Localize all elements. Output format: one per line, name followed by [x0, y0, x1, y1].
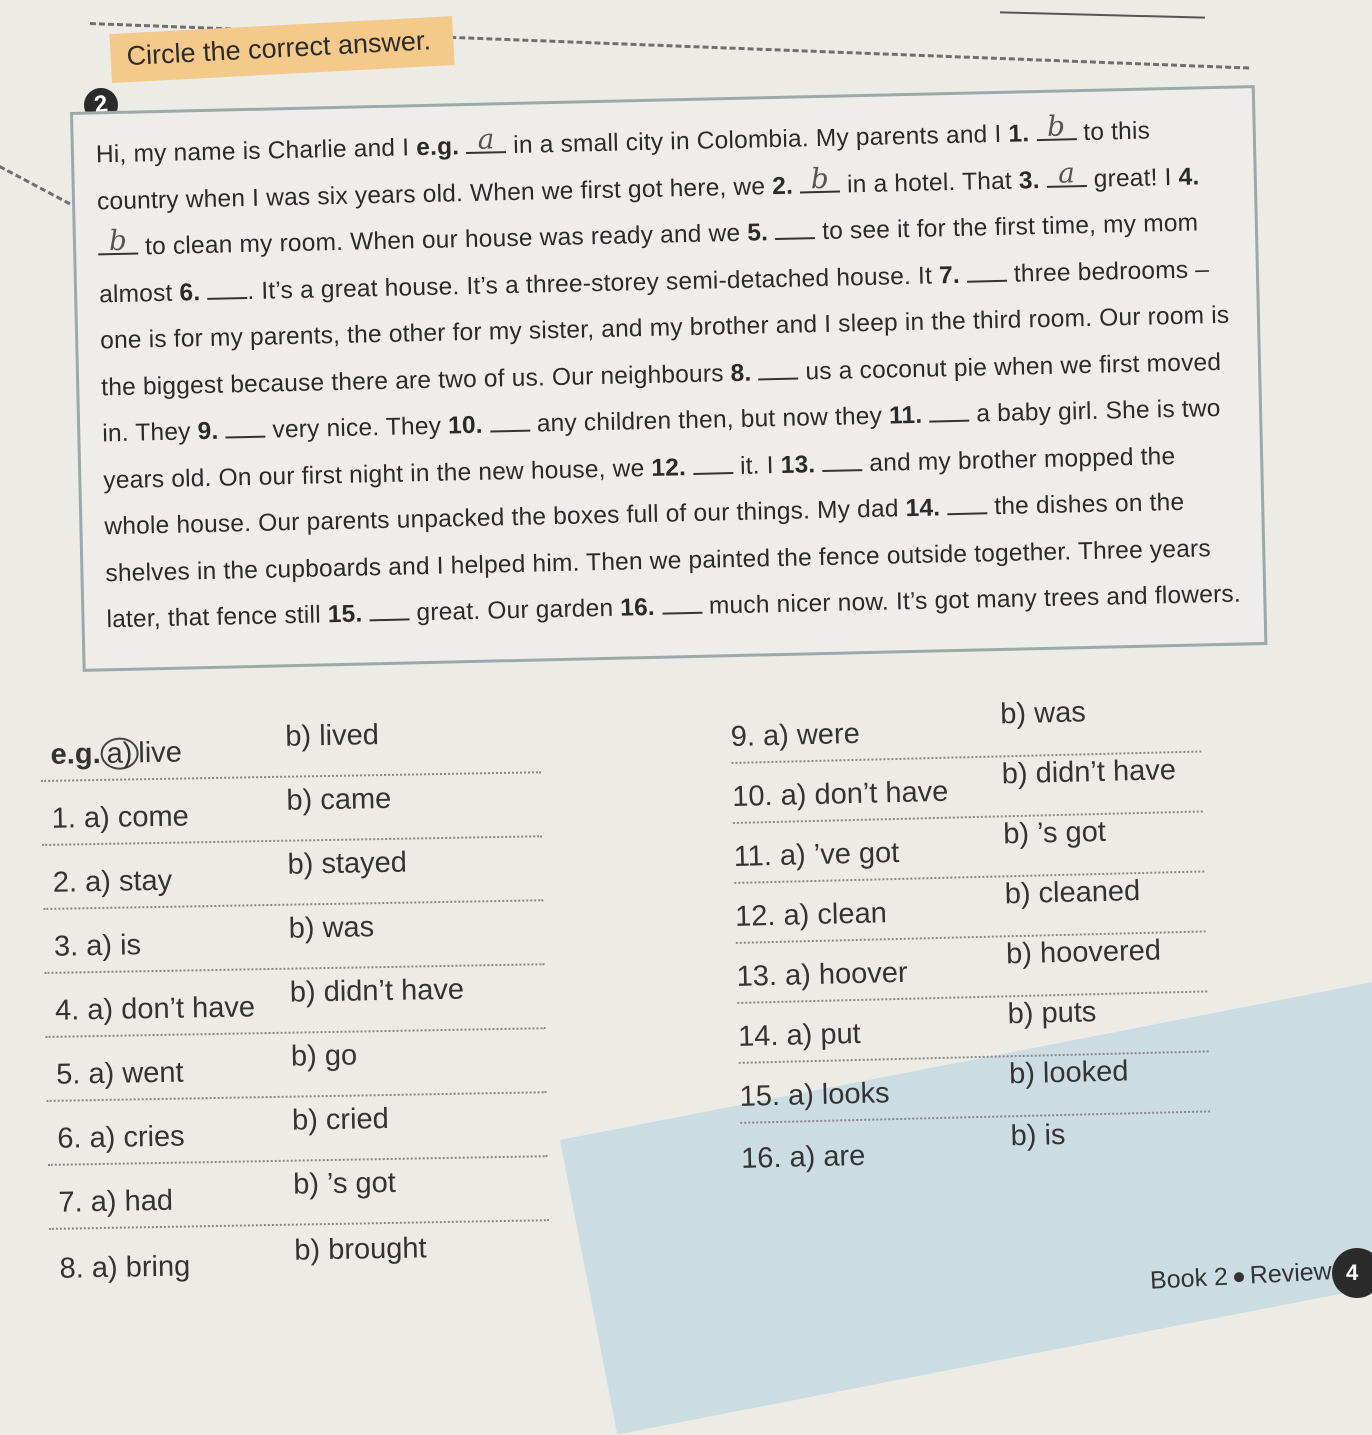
page-number: 4: [1332, 1248, 1372, 1298]
options-left-column: [40, 709, 550, 1294]
option-b[interactable]: b) brought: [294, 1232, 427, 1267]
option-b[interactable]: b) cleaned: [1004, 875, 1141, 911]
option-a[interactable]: a) looks: [787, 1077, 890, 1112]
answer-blank-3[interactable]: [1046, 155, 1086, 190]
option-b[interactable]: b) is: [1010, 1118, 1066, 1153]
option-a[interactable]: a) hoover: [784, 956, 908, 992]
bullet-icon: [1234, 1272, 1245, 1283]
option-a[interactable]: a) bring: [91, 1250, 191, 1285]
option-row-6: 6. a) cries b) cried: [47, 1093, 548, 1166]
option-b[interactable]: b) was: [999, 696, 1087, 731]
option-row-3: 3. a) is b) was: [43, 901, 544, 974]
answer-blank-9[interactable]: [225, 416, 265, 439]
option-row-7: 7. a) had b) ’s got: [48, 1157, 549, 1230]
answer-blank-8[interactable]: [758, 357, 798, 380]
answer-blank-16[interactable]: [662, 592, 702, 615]
option-b[interactable]: b) looked: [1008, 1055, 1129, 1091]
answer-blank-5[interactable]: [775, 217, 815, 240]
option-b[interactable]: b) came: [286, 782, 392, 817]
option-a[interactable]: a) ’ve got: [779, 836, 900, 872]
option-a[interactable]: a) put: [786, 1017, 862, 1052]
option-b[interactable]: b) puts: [1007, 996, 1097, 1031]
option-a[interactable]: a) cries: [89, 1120, 185, 1155]
options-right-column: [730, 693, 1212, 1184]
answer-blank-6[interactable]: [207, 277, 247, 300]
option-a[interactable]: a) don’t have: [780, 775, 949, 812]
option-row-15: 15. a) looks b) looked: [739, 1052, 1210, 1123]
option-b[interactable]: b) ’s got: [1002, 815, 1107, 851]
top-rule: [1000, 11, 1205, 18]
option-row-4: 4. a) don’t have b) didn’t have: [44, 965, 545, 1038]
exercise-number-badge: 2: [82, 86, 120, 124]
dashed-divider-left: [0, 165, 71, 205]
option-row-12: 12. a) clean b) cleaned: [734, 872, 1205, 943]
exercise-heading: Circle the correct answer.: [109, 16, 454, 83]
answer-blank-15[interactable]: [369, 598, 409, 621]
passage-box: [70, 85, 1267, 672]
option-b[interactable]: b) didn’t have: [289, 973, 465, 1009]
answer-blank-2[interactable]: [800, 161, 840, 195]
handwritten-answer: a: [477, 122, 495, 156]
option-a[interactable]: a) went: [88, 1056, 184, 1091]
option-row-13: 13. a) hoover b) hoovered: [736, 932, 1207, 1003]
option-row-16: 16. a) are b) is: [740, 1118, 1066, 1175]
handwritten-answer: b: [810, 161, 830, 195]
option-row-8: 8. a) bring b) brought: [59, 1232, 427, 1285]
handwritten-answer: b: [108, 223, 128, 258]
option-b[interactable]: b) lived: [285, 719, 380, 753]
answer-blank-11[interactable]: [929, 400, 969, 423]
circled-option[interactable]: a): [100, 737, 138, 770]
option-b[interactable]: b) didn’t have: [1001, 754, 1177, 791]
section-label: Review: [1249, 1257, 1333, 1290]
answer-blank-13[interactable]: [822, 449, 862, 472]
option-a[interactable]: a) are: [789, 1139, 866, 1174]
passage-text: Hi, my name is Charlie and I e.g. a in a small city in Colombia. My parents and I 1. b to this country when I was six years old. When we first got here, we 2. b in a hotel. That 3. a great! I 4. b to clean my room. When our house was ready and we 5. to see it for the first time, my mom almost 6. . It’s a great house. It’s a three-storey semi-detached house. It 7. three bedrooms – one is for my parents, the other for my sister, and my brother and I sleep in the third room. Our room is the biggest because there are two of us. Our neighbours 8. us a coconut pie when we first moved in. They 9. very nice. They 10. any children then, but now they 11. a baby girl. She is two years old. On our first night in the new house, we 12. it. I 13. and my brother mopped the whole house. Our parents unpacked the boxes full of our things. My dad 14. the dishes on the shelves in the cupboards and I helped him. Then we painted the fence outside together. Three years later, that fence still 15. great. Our garden 16. much nicer now. It’s got many trees and flowers.: [95, 109, 1242, 634]
option-b[interactable]: b) hoovered: [1005, 934, 1162, 971]
option-b[interactable]: b) go: [290, 1039, 358, 1073]
option-b[interactable]: b) stayed: [287, 846, 408, 881]
option-row-1: 1. a) come b) came: [41, 773, 542, 846]
answer-blank-1[interactable]: [1036, 109, 1076, 143]
answer-blank-10[interactable]: [489, 410, 529, 433]
option-a[interactable]: a) were: [762, 717, 861, 753]
option-a[interactable]: live: [138, 736, 183, 770]
option-row-5: 5. a) went b) go: [46, 1029, 547, 1102]
answer-blank-7[interactable]: [967, 259, 1007, 282]
handwritten-answer: b: [1046, 109, 1066, 143]
option-a[interactable]: a) is: [85, 929, 142, 963]
option-b[interactable]: b) ’s got: [292, 1166, 397, 1201]
option-a[interactable]: a) clean: [783, 897, 888, 932]
handwritten-answer: a: [1057, 155, 1076, 190]
option-row-11: 11. a) ’ve got b) ’s got: [733, 812, 1204, 883]
option-row-2: 2. a) stay b) stayed: [42, 837, 543, 910]
option-a[interactable]: a) don’t have: [87, 991, 256, 1027]
option-a[interactable]: a) stay: [84, 864, 173, 899]
answer-blank-4[interactable]: [98, 223, 138, 258]
option-a[interactable]: a) come: [83, 800, 190, 835]
option-row-9: 9. a) were b) was: [730, 693, 1201, 764]
option-b[interactable]: b) cried: [291, 1102, 390, 1137]
option-row-10: 10. a) don’t have b) didn’t have: [731, 752, 1202, 823]
answer-blank-eg[interactable]: [466, 122, 506, 156]
answer-blank-12[interactable]: [693, 452, 733, 475]
answer-blank-14[interactable]: [947, 492, 987, 515]
book-label: Book 2: [1149, 1262, 1229, 1295]
option-row-14: 14. a) put b) puts: [737, 992, 1208, 1063]
option-b[interactable]: b) was: [288, 911, 375, 945]
option-row-eg: e.g. a) live b) lived: [40, 709, 541, 782]
option-a[interactable]: a) had: [90, 1184, 174, 1219]
